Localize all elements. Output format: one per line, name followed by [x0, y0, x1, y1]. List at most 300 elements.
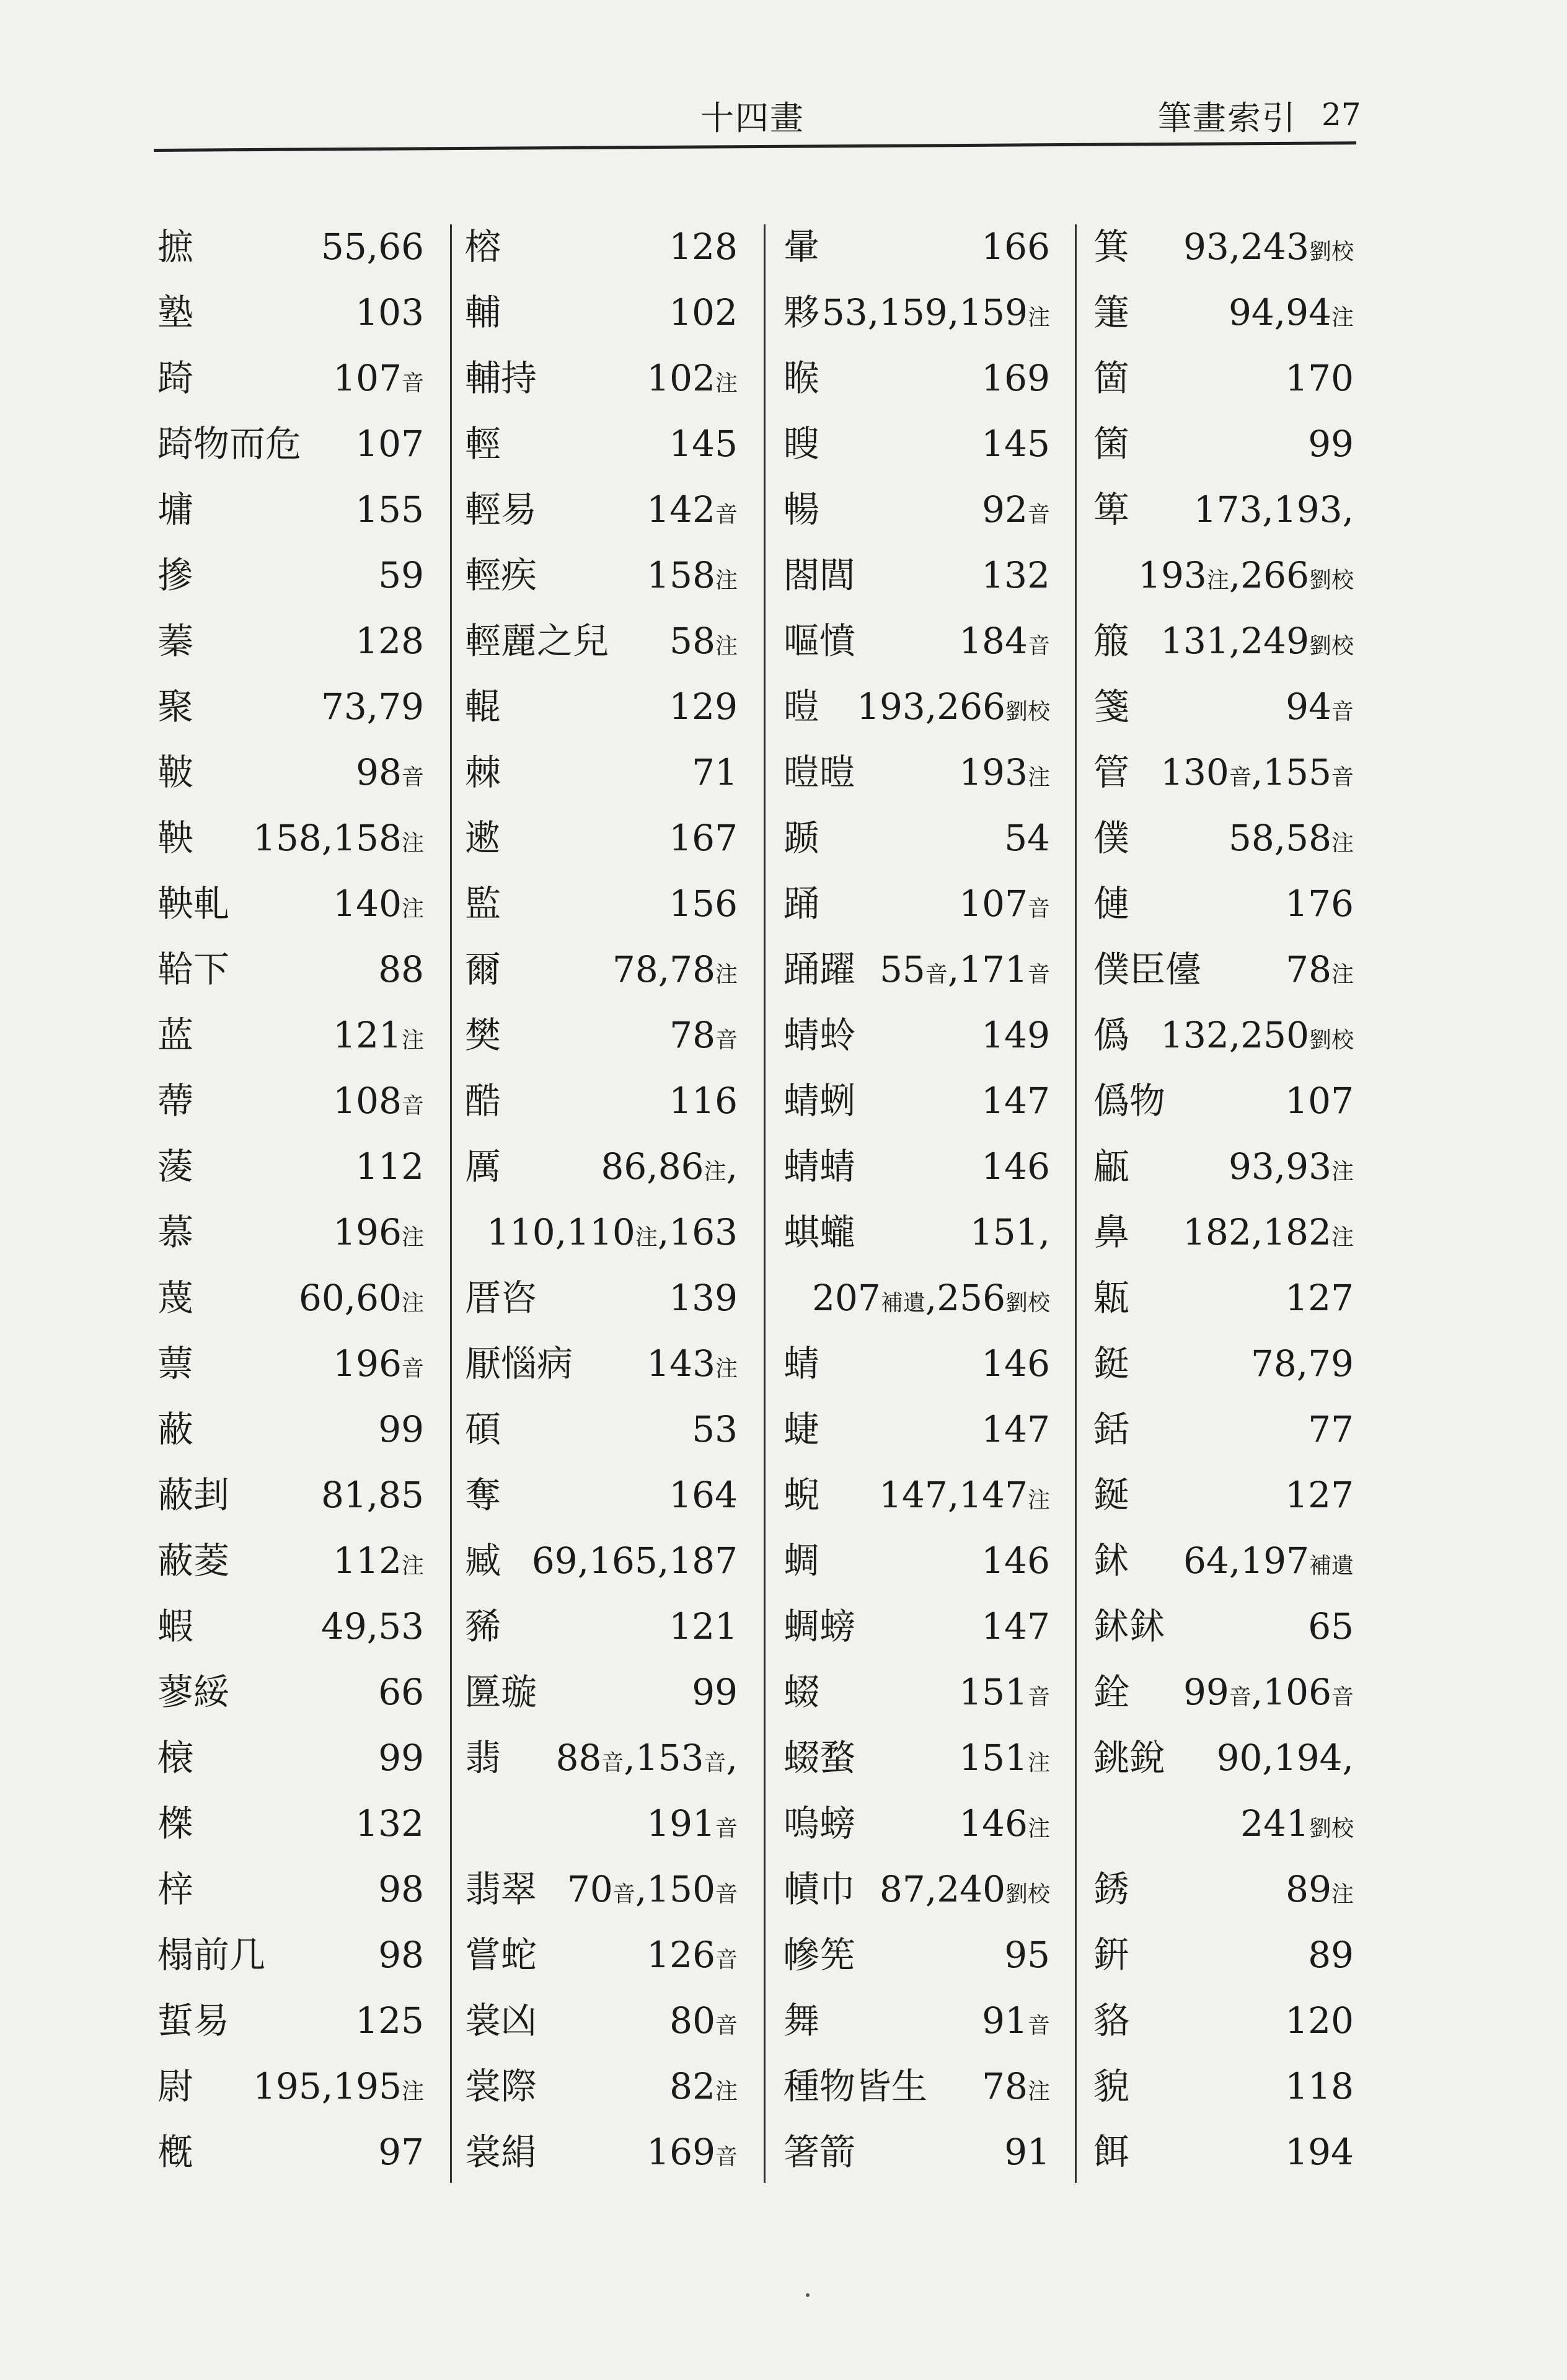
page-reference: [355, 1791, 424, 1856]
annotation-mark: 注: [1027, 2079, 1050, 2104]
index-entry: [1093, 739, 1354, 805]
page-numbers: 60,60: [298, 1277, 402, 1319]
annotation-mark: 注: [1027, 1750, 1050, 1776]
column-divider: [1075, 224, 1077, 2183]
page-numbers: 94,94: [1228, 291, 1331, 333]
index-entry: [1093, 345, 1354, 411]
page-numbers: 58: [669, 620, 715, 662]
page-reference: [880, 937, 1050, 1008]
page-reference: [981, 1331, 1050, 1396]
annotation-mark: 注: [704, 1159, 726, 1184]
page-numbers: 112: [333, 1540, 402, 1582]
index-entry: [157, 2119, 424, 2185]
page-numbers: 143: [647, 1342, 715, 1385]
index-entry: [784, 1068, 1050, 1134]
page-numbers: 132: [355, 1802, 424, 1844]
index-term: 甂: [1093, 1145, 1130, 1188]
index-term: 裳際: [465, 2065, 537, 2107]
annotation-mark: 音: [1027, 633, 1050, 659]
annotation-mark: 音: [1229, 1685, 1251, 1710]
index-term: 樊: [465, 1014, 501, 1056]
index-term: 種物皆生: [784, 2065, 928, 2107]
index-term: 蜺: [784, 1474, 820, 1516]
page-numbers: 149: [981, 1014, 1050, 1056]
page-reference: [880, 1856, 1050, 1928]
page-reference: [981, 1002, 1050, 1068]
index-term: 鞁: [157, 751, 194, 793]
page-numbers: 108: [333, 1080, 402, 1122]
page-numbers: 58,58: [1228, 817, 1331, 859]
index-entry: [1093, 1396, 1354, 1462]
page-reference: [669, 1068, 738, 1134]
annotation-mark: 注: [401, 831, 424, 856]
page-reference: [1285, 2053, 1354, 2119]
index-term: 聚: [157, 685, 194, 728]
page-reference: [355, 411, 424, 477]
annotation-mark: 音: [715, 1882, 738, 1907]
index-term: 蔑: [157, 1277, 194, 1319]
page-numbers: ,150: [635, 1868, 715, 1910]
page-numbers: 182,182: [1183, 1211, 1331, 1253]
index-entry: [465, 1002, 738, 1068]
index-term: 厭惱病: [465, 1342, 573, 1385]
index-term: 蜻: [784, 1342, 820, 1385]
index-entry: [465, 1922, 738, 1988]
page-numbers: 140: [333, 883, 402, 925]
page-reference: [981, 411, 1050, 477]
index-entry: [465, 937, 738, 1002]
annotation-mark: 注: [1331, 1225, 1354, 1250]
page-reference: [333, 871, 424, 942]
index-term: 梓: [157, 1868, 194, 1910]
page-reference: [378, 2119, 424, 2185]
index-term: 爾: [465, 948, 501, 990]
index-entry: [465, 1068, 738, 1134]
page-numbers: 88: [555, 1737, 602, 1779]
page-reference: [1194, 477, 1354, 542]
annotation-mark: 音: [1027, 962, 1050, 987]
index-entry: [784, 477, 1050, 542]
index-entry: [784, 1922, 1050, 1988]
page-number: 27: [1322, 97, 1361, 133]
page-numbers: 99: [1308, 423, 1354, 465]
page-reference: [1160, 739, 1354, 811]
index-entry: [465, 2119, 738, 2185]
page-numbers: 99: [692, 1671, 738, 1713]
index-entry: [157, 871, 424, 937]
index-term: 輔: [465, 291, 501, 333]
index-term: 餌: [1093, 2131, 1130, 2173]
index-entry: [784, 2053, 1050, 2119]
index-entry: [784, 1988, 1050, 2053]
page-numbers: 146: [981, 1145, 1050, 1188]
page-numbers: 89: [1286, 1868, 1331, 1910]
page-numbers: 107: [959, 883, 1028, 925]
page-numbers: 69,165,187: [531, 1540, 738, 1582]
annotation-mark: 補遺: [880, 1290, 925, 1316]
page-reference: [333, 1199, 424, 1271]
index-entry: [465, 542, 738, 608]
index-term: 墉: [157, 488, 194, 531]
page-numbers: 70: [567, 1868, 613, 1910]
page-reference: [299, 1265, 424, 1336]
page-numbers: 146: [959, 1802, 1028, 1844]
index-term: 輕易: [465, 488, 537, 531]
index-term: 僕: [1093, 817, 1130, 859]
annotation-mark: 音: [401, 1356, 424, 1382]
page-numbers: 147: [981, 1605, 1050, 1647]
index-term: 厲: [465, 1145, 501, 1188]
index-entry: [784, 871, 1050, 937]
index-term: 銚銳: [1093, 1737, 1166, 1779]
index-term: 踊: [784, 883, 820, 925]
index-entry: [784, 1134, 1050, 1199]
annotation-mark: 音: [704, 1750, 726, 1776]
index-entry: [1093, 1068, 1354, 1134]
page-reference: [981, 1593, 1050, 1659]
page-reference: [692, 1659, 738, 1725]
page-numbers: 173,193,: [1193, 488, 1354, 531]
index-entry: [1093, 542, 1354, 608]
index-term: 鞈下: [157, 948, 230, 990]
page-reference: [1285, 1462, 1354, 1528]
page-numbers: 193: [1138, 554, 1207, 596]
annotation-mark: 注: [401, 1028, 424, 1053]
page-numbers: 99: [378, 1408, 424, 1450]
page-reference: [1240, 1791, 1354, 1862]
page-reference: [959, 608, 1050, 679]
page-numbers: 130: [1160, 751, 1229, 793]
page-numbers: 73,79: [320, 685, 424, 728]
index-term: 暟暟: [784, 751, 856, 793]
page-reference: [669, 1988, 738, 2059]
page-reference: [378, 1856, 424, 1922]
page-numbers: ,163: [657, 1211, 738, 1253]
page-numbers: 170: [1285, 357, 1354, 399]
page-reference: [669, 608, 738, 679]
page-reference: [669, 1462, 738, 1528]
page-numbers: 78: [1286, 948, 1331, 990]
page-reference: [1308, 1593, 1354, 1659]
index-term: 慕: [157, 1211, 194, 1253]
index-term: 臧: [465, 1540, 501, 1582]
index-term: 尉: [157, 2065, 194, 2107]
page-numbers: 88: [378, 948, 424, 990]
page-reference: [1286, 937, 1354, 1008]
index-term: 箋: [1093, 685, 1130, 728]
index-term: 蜻蛚: [784, 1080, 856, 1122]
page-reference: [333, 1331, 424, 1402]
footer-mark: [806, 2293, 810, 2297]
index-entry: [157, 1791, 424, 1856]
page-reference: [378, 1659, 424, 1725]
page-numbers: 147: [981, 1080, 1050, 1122]
annotation-mark: 音: [1027, 1685, 1050, 1710]
page-reference: [1308, 411, 1354, 477]
page-reference: [356, 739, 424, 811]
annotation-mark: 劉校: [1005, 1290, 1050, 1316]
page-numbers: 107: [333, 357, 402, 399]
index-entry: [1093, 937, 1354, 1002]
page-reference: [981, 1068, 1050, 1134]
page-reference: [355, 280, 424, 345]
page-numbers: ,153: [624, 1737, 704, 1779]
annotation-mark: 劉校: [1005, 699, 1050, 725]
index-entry: [465, 805, 738, 871]
index-term: 鋋: [1093, 1474, 1130, 1516]
annotation-mark: 音: [1027, 896, 1050, 922]
index-entry: [157, 674, 424, 739]
page-numbers: 54: [1004, 817, 1050, 859]
page-reference: [692, 739, 738, 805]
page-reference: [333, 1068, 424, 1139]
index-entry: [465, 1396, 738, 1462]
index-term: 鉥: [1093, 1540, 1130, 1582]
index-term: 蓝: [157, 1014, 194, 1056]
index-entry: [157, 1462, 424, 1528]
index-term: 鞅: [157, 817, 194, 859]
index-entry: [157, 280, 424, 345]
page-reference: [812, 1265, 1050, 1336]
page-reference: [1217, 1725, 1354, 1791]
page-numbers: 80: [669, 1999, 715, 2042]
index-term: 酷: [465, 1080, 501, 1122]
index-entry: [1093, 608, 1354, 674]
page-reference: [959, 739, 1050, 811]
index-term: 監: [465, 883, 501, 925]
page-numbers: 169: [981, 357, 1050, 399]
page-reference: [1183, 1659, 1354, 1730]
page-reference: [1229, 280, 1354, 351]
page-numbers: 98: [378, 1934, 424, 1976]
page-reference: [669, 674, 738, 739]
index-term: 榤: [157, 1802, 194, 1844]
index-entry: [1093, 1002, 1354, 1068]
index-term: 碩: [465, 1408, 501, 1450]
index-title: 筆畫索引: [1158, 99, 1297, 138]
index-entry: [465, 1331, 738, 1396]
annotation-mark: 音: [715, 502, 738, 527]
page-numbers: 184: [959, 620, 1028, 662]
index-term: 暈: [784, 226, 820, 268]
page-numbers: 207: [812, 1277, 881, 1319]
page-numbers: 102: [647, 357, 715, 399]
page-numbers: 196: [333, 1211, 402, 1253]
page-reference: [1285, 1068, 1354, 1134]
index-term: 遬: [465, 817, 501, 859]
page-numbers: 155: [355, 488, 424, 531]
index-term: 蜻蛉: [784, 1014, 856, 1056]
page-reference: [982, 477, 1050, 548]
page-numbers: 78: [982, 2065, 1028, 2107]
page-numbers: 94: [1286, 685, 1331, 728]
page-reference: [1160, 1002, 1354, 1073]
page-reference: [1004, 2119, 1050, 2185]
index-entry: [784, 1528, 1050, 1593]
index-entry: [1093, 871, 1354, 937]
page-numbers: 55,66: [320, 226, 424, 268]
page-reference: [1229, 1134, 1354, 1205]
page-numbers: ,256: [925, 1277, 1005, 1319]
page-numbers: 55: [880, 948, 925, 990]
page-numbers: 53,159,159: [821, 291, 1028, 333]
index-entry: [157, 1593, 424, 1659]
page-numbers: 118: [1285, 2065, 1354, 2107]
page-reference: [669, 805, 738, 871]
page-numbers: 194: [1285, 2131, 1354, 2173]
index-term: 蔽: [157, 1408, 194, 1450]
index-entry: [1093, 214, 1354, 280]
index-term: 幓筅: [784, 1934, 856, 1976]
page-reference: [647, 1922, 738, 1993]
index-term: 蓼綏: [157, 1671, 230, 1713]
page-reference: [647, 477, 738, 548]
page-reference: [1183, 1528, 1354, 1599]
chapter-heading: 十四畫: [700, 99, 805, 138]
annotation-mark: 音: [715, 1947, 738, 1973]
index-entry: [465, 1265, 738, 1331]
index-term: 貌: [1093, 2065, 1130, 2107]
page-numbers: 193,266: [857, 685, 1005, 728]
page-numbers: 91: [982, 1999, 1028, 2042]
page-reference: [647, 542, 738, 614]
index-entry: [784, 1725, 1050, 1791]
page-reference: [959, 1725, 1050, 1796]
annotation-mark: 音: [1331, 699, 1354, 725]
page-reference: [1183, 214, 1354, 285]
page-reference: [822, 280, 1050, 351]
index-term: 箸箭: [784, 2131, 856, 2173]
index-entry: [784, 1002, 1050, 1068]
index-entry: [157, 1528, 424, 1593]
index-entry: [157, 1134, 424, 1199]
index-term: 蜞蠬: [784, 1211, 856, 1253]
index-term: 夥: [784, 291, 820, 333]
index-entry: [784, 608, 1050, 674]
page-reference: [982, 2053, 1050, 2125]
page-numbers: 151,: [969, 1211, 1050, 1253]
index-entry: [465, 1791, 738, 1856]
page-reference: [959, 1659, 1050, 1730]
page-numbers: 91: [1004, 2131, 1050, 2173]
page-numbers: 146: [981, 1540, 1050, 1582]
page-numbers: 82: [669, 2065, 715, 2107]
page-numbers: 64,197: [1183, 1540, 1309, 1582]
index-entry: [157, 411, 424, 477]
page-reference: [669, 1002, 738, 1073]
index-entry: [784, 1265, 1050, 1331]
index-entry: [465, 1725, 738, 1791]
page-numbers: 196: [333, 1342, 402, 1385]
index-term: 僕臣儓: [1093, 948, 1202, 990]
index-term: 槪: [157, 2131, 194, 2173]
page-numbers: 145: [981, 423, 1050, 465]
index-term: 蔈: [157, 1342, 194, 1385]
index-entry: [1093, 2053, 1354, 2119]
page-reference: [556, 1725, 738, 1796]
index-term: 踦物而危: [157, 423, 302, 465]
index-term: 蜩螃: [784, 1605, 856, 1647]
page-numbers: 116: [669, 1080, 738, 1122]
page-numbers: 53: [692, 1408, 738, 1450]
annotation-mark: 音: [1027, 502, 1050, 527]
index-term: 嘔憤: [784, 620, 856, 662]
page-numbers: 59: [378, 554, 424, 596]
index-entry: [157, 214, 424, 280]
page-reference: [669, 2053, 738, 2125]
index-entry: [1093, 1199, 1354, 1265]
page-numbers: 97: [378, 2131, 424, 2173]
page-reference: [857, 674, 1050, 745]
page-reference: [669, 280, 738, 345]
index-term: 踬: [784, 817, 820, 859]
index-entry: [465, 1199, 738, 1265]
index-entry: [784, 1462, 1050, 1528]
page-reference: [669, 411, 738, 477]
index-entry: [1093, 1331, 1354, 1396]
index-term: 蔽菱: [157, 1540, 230, 1582]
annotation-mark: 音: [715, 2144, 738, 2170]
index-entry: [1093, 411, 1354, 477]
index-entry: [157, 608, 424, 674]
annotation-mark: 注: [1027, 765, 1050, 790]
index-entry: [157, 542, 424, 608]
annotation-mark: 注: [1027, 1488, 1050, 1513]
page-reference: [981, 1134, 1050, 1199]
index-entry: [157, 1002, 424, 1068]
page-reference: [355, 608, 424, 674]
index-term: 箄: [1093, 488, 1130, 531]
annotation-mark: 劉校: [1309, 633, 1354, 659]
page-reference: [959, 1791, 1050, 1862]
index-entry: [465, 1462, 738, 1528]
page-numbers: 87,240: [880, 1868, 1005, 1910]
annotation-mark: 劉校: [1005, 1882, 1050, 1907]
page-reference: [647, 1791, 738, 1862]
page-reference: [1285, 345, 1354, 411]
index-term: 僞: [1093, 1014, 1130, 1056]
annotation-mark: 劉校: [1309, 1816, 1354, 1841]
index-entry: [157, 2053, 424, 2119]
annotation-mark: 音: [925, 962, 948, 987]
annotation-mark: 劉校: [1309, 239, 1354, 265]
index-term: 豨: [465, 1605, 501, 1647]
page-reference: [669, 1593, 738, 1659]
page-numbers: ,: [726, 1145, 738, 1188]
index-term: 榻前几: [157, 1934, 266, 1976]
page-reference: [355, 1134, 424, 1199]
page-reference: [1004, 1922, 1050, 1988]
page-numbers: 98: [356, 751, 402, 793]
page-numbers: ,266: [1229, 554, 1309, 596]
index-term: 僞物: [1093, 1080, 1166, 1122]
page-numbers: 151: [959, 1737, 1028, 1779]
index-entry: [1093, 674, 1354, 739]
column-divider: [450, 224, 452, 2183]
page-numbers: 93,93: [1228, 1145, 1331, 1188]
page-reference: [321, 674, 424, 739]
page-reference: [1285, 1265, 1354, 1331]
index-entry: [784, 805, 1050, 871]
page-reference: [1229, 805, 1354, 876]
index-term: 匴璇: [465, 1671, 537, 1713]
page-numbers: 107: [355, 423, 424, 465]
index-term: 踦: [157, 357, 194, 399]
index-entry: [157, 1068, 424, 1134]
page-numbers: 86,86: [601, 1145, 704, 1188]
index-entry: [1093, 1593, 1354, 1659]
index-term: 銹: [1093, 1868, 1130, 1910]
